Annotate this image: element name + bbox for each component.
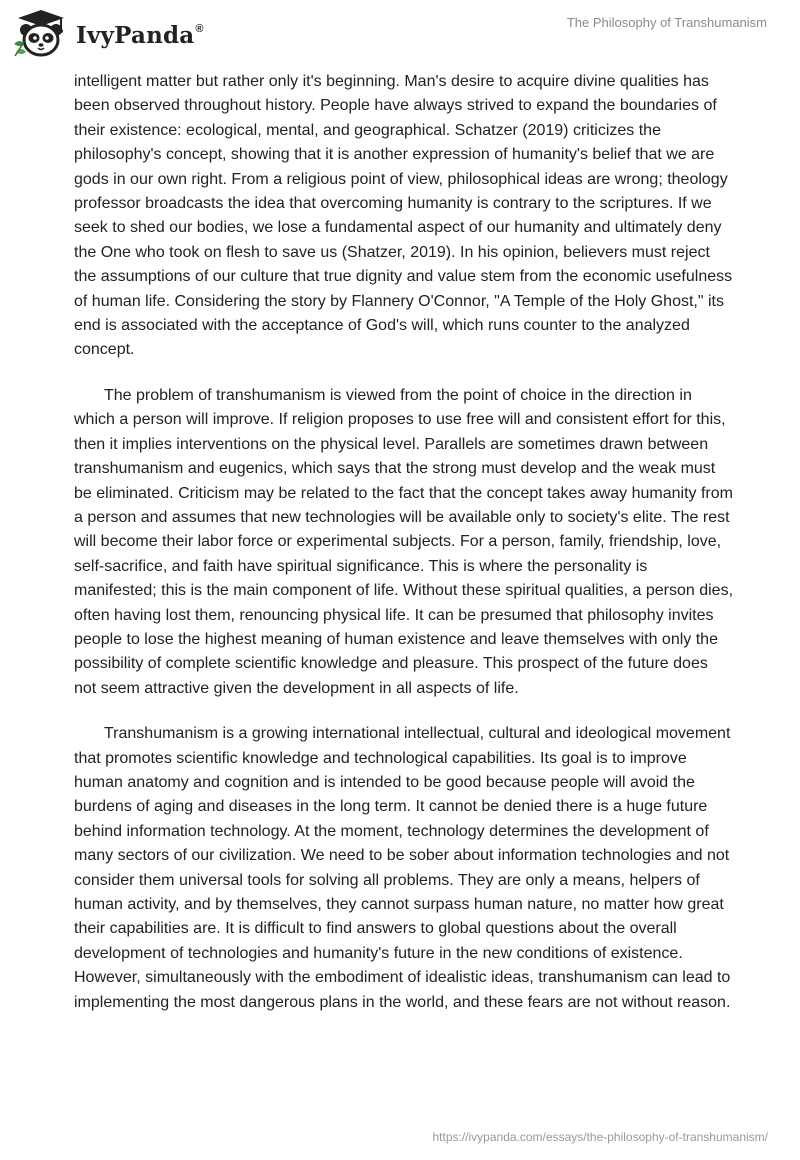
ivypanda-logo[interactable] — [12, 8, 204, 60]
panda-graduate-icon — [12, 8, 70, 60]
logo-text: IvyPanda — [76, 21, 195, 49]
document-title: The Philosophy of Transhumanism — [566, 15, 767, 30]
paragraph-1: intelligent matter but rather only it's beginning. Man's desire to acquire divine qualities has been observed throughout history. People have always strived to expand the boundaries of their existence: ecological, mental, and geographical. Schatzer (2019) criticizes the philosophy's concept, showing that it is another expression of humanity's belief that we are gods in our own right. From a religious point of view, philosophical ideas are wrong; theology professor broadcasts the idea that overcoming humanity is contrary to the scriptures. If we seek to shed our bodies, we lose a fundamental aspect of our humanity and ultimately deny the One who took on flesh to save us (Shatzer, 2019). In his opinion, believers must reject the assumptions of our culture that true dignity and value stem from the economic usefulness of human life. Considering the story by Flannery O'Connor, "A Temple of the Holy Ghost," its end is associated with the acceptance of God's will, which runs counter to the analyzed concept. — [74, 73, 733, 359]
paragraph-3: Transhumanism is a growing international intellectual, cultural and ideological movement that promotes scientific knowledge and technological capabilities. Its goal is to improve human anatomy and cognition and is intended to be good because people will avoid the burdens of aging and diseases in the long term. It cannot be denied there is a huge future behind information technology. At the moment, technology determines the development of many sectors of our civilization. We need to be sober about information technologies and not consider them universal tools for solving all problems. They are only a means, helpers of human activity, and by themselves, they cannot surpass human nature, no matter how great their capabilities are. It is difficult to find answers to global questions about the overall development of technologies and humanity's future in the new conditions of existence. However, simultaneously with the embodiment of idealistic ideas, transhumanism can lead to implementing the most dangerous plans in the world, and these fears are not without reason. — [74, 725, 731, 1011]
logo-wordmark — [76, 22, 204, 49]
source-url[interactable]: https://ivypanda.com/essays/the-philosophy-of-transhumanism/ — [432, 1130, 768, 1144]
registered-mark: ® — [195, 22, 204, 35]
paragraph-2: The problem of transhumanism is viewed from the point of choice in the direction in which a person will improve. If religion proposes to use free will and consistent effort for this, then it implies interventions on the physical level. Parallels are sometimes drawn between transhumanism and eugenics, which says that the strong must develop and the weak must be eliminated. Criticism may be related to the fact that the concept takes away humanity from a person and assumes that new technologies will be available only to society's elite. The rest will become their labor force or experimental subjects. For a person, family, friendship, love, self-sacrifice, and faith have spiritual significance. This is where the personality is manifested; this is the main component of life. Without these spiritual qualities, a person dies, often having lost them, renouncing physical life. It can be presumed that philosophy invites people to lose the highest meaning of human existence and leave themselves with only the possibility of complete scientific knowledge and pleasure. This prospect of the future does not seem attractive given the development in all aspects of life. — [74, 386, 734, 697]
essay-body — [74, 70, 734, 1036]
page-header — [0, 0, 800, 64]
